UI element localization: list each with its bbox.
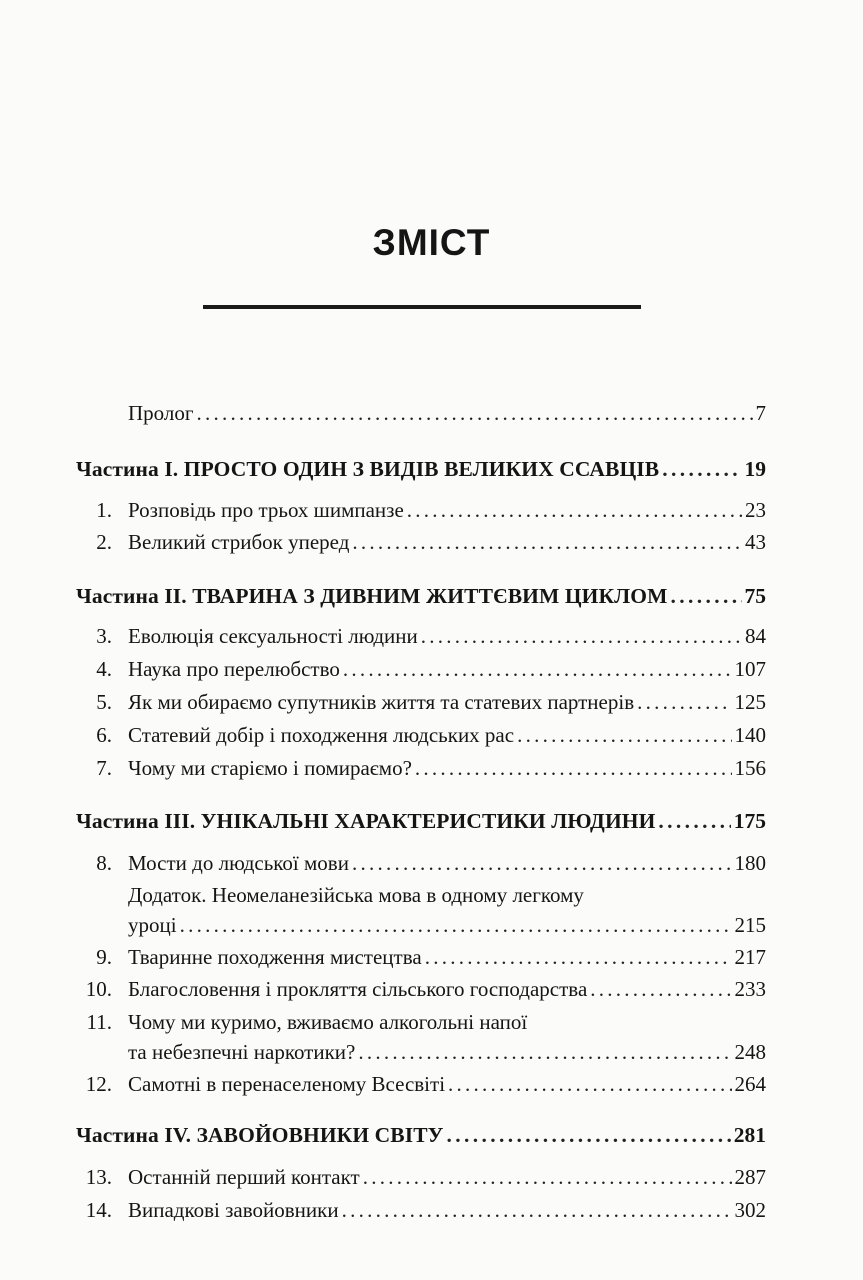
toc-chapter-14[interactable] [76, 1195, 766, 1225]
chapter-page: 43 [745, 530, 766, 554]
chapter-number: 5. [96, 690, 112, 714]
leader-dots [196, 398, 752, 428]
toc-chapter-5[interactable] [76, 687, 766, 717]
chapter-page: 233 [734, 977, 766, 1001]
chapter-number: 14. [85, 1198, 112, 1222]
appendix-title-line1: Додаток. Неомеланезійська мова в одному легкому [128, 883, 584, 907]
chapter-page: 107 [734, 657, 766, 681]
chapter-title: Останній перший контакт [128, 1165, 360, 1189]
chapter-title-continued: та небезпечні наркотики? [128, 1040, 356, 1064]
leader-dots [447, 1120, 731, 1150]
leader-dots [517, 720, 731, 750]
page-title: ЗМІСТ [372, 222, 491, 263]
chapter-title: Мости до людської мови [128, 851, 349, 875]
chapter-number: 8. [96, 851, 112, 875]
chapter-title: Випадкові завойовники [128, 1198, 339, 1222]
chapter-number: 6. [96, 723, 112, 747]
leader-dots [415, 753, 732, 783]
toc-part-page: 175 [733, 809, 766, 833]
leader-dots [180, 910, 732, 940]
toc-entry-text: Пролог [128, 401, 194, 425]
toc-part-text: Частина III. УНІКАЛЬНІ ХАРАКТЕРИСТИКИ ЛЮДИНИ [76, 809, 656, 833]
toc-chapter-3[interactable] [76, 621, 766, 651]
chapter-title: Чому ми старіємо і помираємо? [128, 756, 412, 780]
chapter-page: 264 [734, 1072, 766, 1096]
toc-chapter-13[interactable] [76, 1162, 766, 1192]
toc-entry-page: 7 [755, 401, 766, 425]
toc-chapter-9[interactable] [76, 942, 766, 972]
leader-dots [421, 621, 742, 651]
leader-dots [662, 454, 741, 484]
chapter-number: 7. [96, 756, 112, 780]
toc-chapter-2[interactable] [76, 527, 766, 557]
toc-chapter-6[interactable] [76, 720, 766, 750]
chapter-title: Еволюція сексуальності людини [128, 624, 418, 648]
chapter-title: Чому ми куримо, вживаємо алкогольні напої [128, 1010, 528, 1034]
chapter-title: Самотні в перенаселеному Всесвіті [128, 1072, 446, 1096]
chapter-page: 287 [734, 1165, 766, 1189]
appendix-page: 215 [734, 913, 766, 937]
leader-dots [358, 1037, 731, 1067]
chapter-number: 1. [96, 498, 112, 522]
chapter-page: 156 [734, 756, 766, 780]
chapter-page: 140 [734, 723, 766, 747]
toc-part-text: Частина II. ТВАРИНА З ДИВНИМ ЖИТТЄВИМ ЦИКЛОМ [76, 584, 668, 608]
chapter-number: 11. [86, 1010, 112, 1034]
chapter-number: 13. [85, 1165, 112, 1189]
chapter-page: 125 [734, 690, 766, 714]
toc-part-text: Частина IV. ЗАВОЙОВНИКИ СВІТУ [76, 1123, 444, 1147]
chapter-page: 23 [745, 498, 766, 522]
chapter-page: 248 [734, 1040, 766, 1064]
chapter-title: Наука про перелюбство [128, 657, 340, 681]
toc-chapter-11-line2[interactable] [128, 1037, 766, 1067]
toc-part-page: 75 [744, 584, 766, 608]
toc-appendix[interactable] [128, 910, 766, 940]
chapter-page: 217 [734, 945, 766, 969]
toc-part-text: Частина I. ПРОСТО ОДИН З ВИДІВ ВЕЛИКИХ ССАВЦІВ [76, 457, 660, 481]
toc-part-1[interactable] [76, 454, 766, 484]
leader-dots [671, 581, 742, 611]
toc-chapter-10[interactable] [76, 974, 766, 1004]
leader-dots [352, 848, 732, 878]
toc-chapter-7[interactable] [76, 753, 766, 783]
chapter-number: 2. [96, 530, 112, 554]
title-rule [203, 305, 641, 309]
toc-chapter-11-line1[interactable] [76, 1007, 766, 1037]
chapter-number: 12. [85, 1072, 112, 1096]
leader-dots [448, 1069, 731, 1099]
chapter-title: Великий стрибок уперед [128, 530, 350, 554]
chapter-number: 9. [96, 945, 112, 969]
leader-dots [407, 495, 742, 525]
leader-dots [363, 1162, 732, 1192]
toc-part-page: 19 [744, 457, 766, 481]
leader-dots [425, 942, 732, 972]
appendix-title-line2: уроці [128, 913, 177, 937]
chapter-page: 302 [734, 1198, 766, 1222]
chapter-number: 4. [96, 657, 112, 681]
toc-part-3[interactable] [76, 806, 766, 836]
toc-entry-prologue[interactable] [128, 398, 766, 428]
chapter-number: 3. [96, 624, 112, 648]
chapter-title: Розповідь про трьох шимпанзе [128, 498, 404, 522]
chapter-title: Статевий добір і походження людських рас [128, 723, 515, 747]
chapter-title: Як ми обираємо супутників життя та статевих партнерів [128, 690, 635, 714]
leader-dots [343, 654, 732, 684]
leader-dots [637, 687, 731, 717]
leader-dots [658, 806, 730, 836]
leader-dots [342, 1195, 732, 1225]
chapter-title: Благословення і прокляття сільського господарства [128, 977, 588, 1001]
chapter-page: 84 [745, 624, 766, 648]
leader-dots [352, 527, 742, 557]
toc-part-page: 281 [733, 1123, 766, 1147]
toc-chapter-8[interactable] [76, 848, 766, 878]
chapter-title: Тваринне походження мистецтва [128, 945, 422, 969]
chapter-number: 10. [85, 977, 112, 1001]
toc-chapter-1[interactable] [76, 495, 766, 525]
leader-dots [590, 974, 731, 1004]
toc-part-4[interactable] [76, 1120, 766, 1150]
toc-chapter-4[interactable] [76, 654, 766, 684]
chapter-page: 180 [734, 851, 766, 875]
toc-part-2[interactable] [76, 581, 766, 611]
toc-chapter-12[interactable] [76, 1069, 766, 1099]
